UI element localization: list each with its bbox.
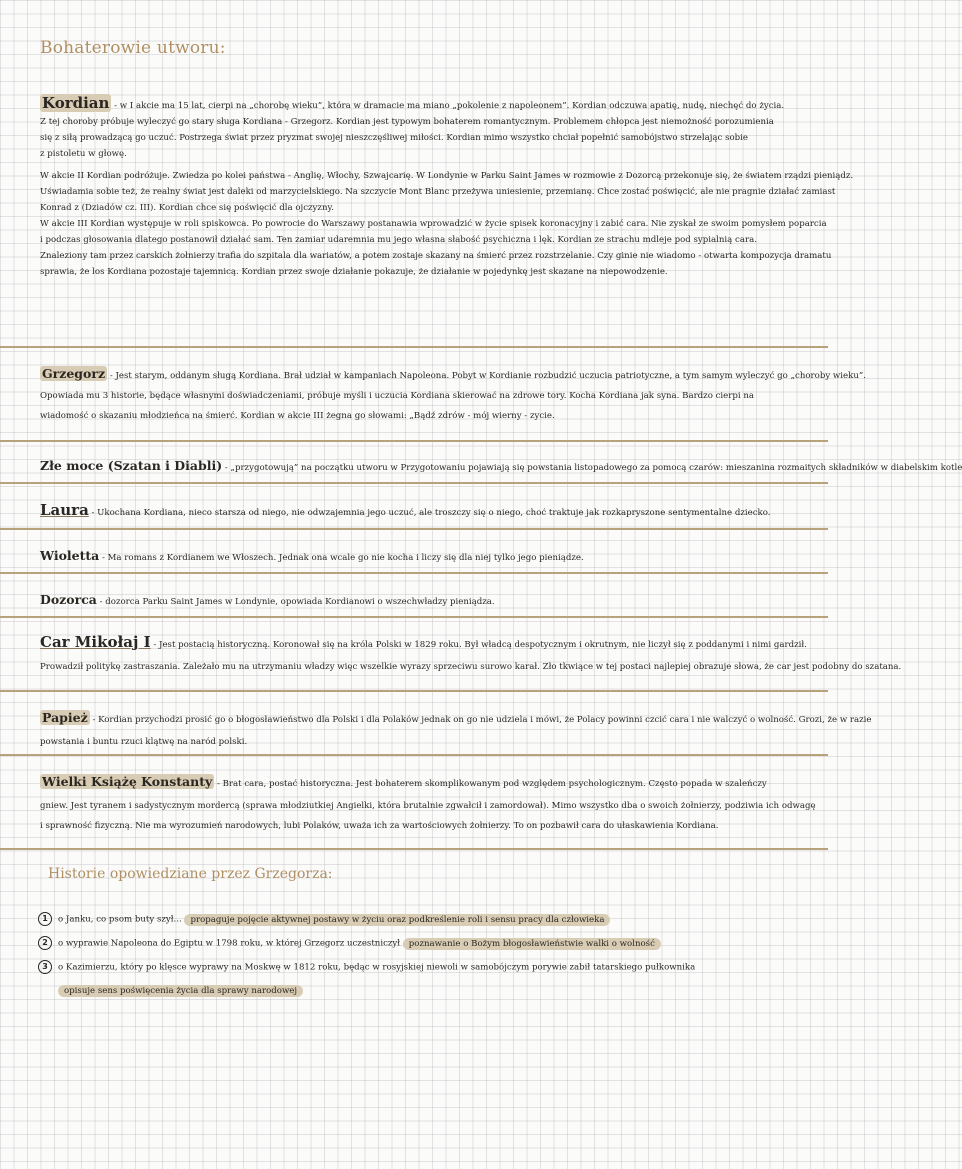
text-line: gniew. Jest tyranem i sadystycznym mordercą (sprawa młodziutkiej Angielki, która brutalnie zgwałcił i zamordował). Mimo wszystko dba o swoich żołnierzy, podziwia ich odwagę [40, 801, 816, 811]
story-highlight: poznawanie o Bożym błogosławieństwie walki o wolność [403, 938, 661, 950]
section-grzegorz [40, 366, 866, 424]
number-badge: 1 [38, 912, 52, 926]
character-name: Wioletta [40, 548, 100, 563]
divider [0, 690, 828, 692]
text-line: Prowadził politykę zastraszania. Zależało mu na utrzymaniu władzy więc wszelkie wyrazy sprzeciwu surowo karał. Zło tkwiące w tej postaci najlepiej obrazuje słowa, że car jest podobny do szatana. [40, 662, 902, 672]
text-line: Znaleziony tam przez carskich żołnierzy trafia do szpitala dla wariatów, a potem zostaje skazany na śmierć przez rozstrzelanie. Czy ginie nie wiadomo - otwarta kompozycja dramatu [40, 251, 832, 261]
divider [0, 528, 828, 530]
text-line: - Jest starym, oddanym sługą Kordiana. Brał udział w kampaniach Napoleona. Pobyt w Kordianie rozbudzić uczucia patriotyczne, a tym samym wyleczyć go „choroby wieku”. [109, 371, 866, 381]
text-line: Opowiada mu 3 historie, będące własnymi doświadczeniami, próbuje myśli i uczucia Kordiana skierować na zdrowe tory. Kocha Kordiana jak syna. Bardzo cierpi na [40, 391, 755, 401]
divider [0, 482, 828, 484]
text-line: - Jest postacią historyczną. Koronował się na króla Polski w 1829 roku. Był władcą despotycznym i okrutnym, nie liczył się z poddanymi i nimi gardził. [153, 640, 807, 650]
story-text: o Janku, co psom buty szył... [58, 914, 182, 925]
divider [0, 848, 828, 850]
section-ksiaze [40, 774, 816, 834]
character-name: Wielki Książę Konstanty [42, 774, 213, 789]
character-name: Dozorca [40, 592, 97, 607]
number-badge: 2 [38, 936, 52, 950]
divider [0, 572, 828, 574]
section-car [40, 633, 902, 675]
story-text: o wyprawie Napoleona do Egiptu w 1798 roku, w której Grzegorz uczestniczył [58, 938, 401, 949]
story-highlight: propaguje pojęcie aktywnej postawy w życiu oraz podkreślenie roli i sensu pracy dla człowieka [184, 914, 610, 926]
text-line: sprawia, że los Kordiana pozostaje tajemnicą. Kordian przez swoje działanie pokazuje, że działanie w pojedynkę jest skazane na niepowodzenie. [40, 267, 668, 277]
divider [0, 346, 828, 348]
section-papiez [40, 710, 872, 750]
text-line: W akcie II Kordian podróżuje. Zwiedza po kolei państwa - Anglię, Włochy, Szwajcarię. W Londynie w Parku Saint James w rozmowie z Dozorcą przekonuje się, że światem rządzi pieniądz. [40, 171, 854, 181]
text-line: - Ma romans z Kordianem we Włoszech. Jednak ona wcale go nie kocha i liczy się dla niej tylko jego pieniądze. [102, 553, 584, 563]
text-line: i podczas głosowania dlatego postanowił działać sam. Ten zamiar udaremnia mu jego własna słabość psychiczna i lęk. Kordian ze strachu mdleje pod sypialnią cara. [40, 235, 757, 245]
text-line: Z tej choroby próbuje wyleczyć go stary sługa Kordiana - Grzegorz. Kordian jest typowym bohaterem romantycznym. Problemem chłopca jest niemożność porozumienia [40, 117, 774, 127]
divider [0, 616, 828, 618]
section-dozorca [40, 592, 800, 610]
divider [0, 440, 828, 442]
character-name: Car Mikołaj I [40, 633, 151, 651]
text-line: - Brat cara, postać historyczna. Jest bohaterem skomplikowanym pod względem psychologicznym. Często popada w szaleńczy [216, 779, 767, 789]
character-name: Złe moce (Szatan i Diabli) [40, 458, 223, 473]
section-zle-moce [40, 458, 962, 476]
text-line: - Ukochana Kordiana, nieco starsza od niego, nie odwzajemnia jego uczuć, ale troszczy się o niego, choć traktuje jak rozkapryszone sentymentalne dziecko. [91, 508, 771, 518]
story-item [38, 936, 661, 951]
text-line: W akcie III Kordian występuje w roli spiskowca. Po powrocie do Warszawy postanawia wprowadzić w życie spisek koronacyjny i zabić cara. Nie zyskał ze swoim pomysłem poparcia [40, 219, 827, 229]
character-name: Laura [40, 501, 89, 519]
character-name: Papież [42, 710, 88, 725]
text-line: - w I akcie ma 15 lat, cierpi na „chorobę wieku”, która w dramacie ma miano „pokolenie z napoleonem”. Kordian odczuwa apatię, nudę, niechęć do życia. [114, 101, 785, 111]
text-line: z pistoletu w głowę. [40, 149, 127, 159]
character-name: Kordian [42, 94, 110, 112]
section-laura [40, 502, 800, 521]
stories-title: Historie opowiedziane przez Grzegorza: [48, 866, 333, 882]
text-line: Konrad z (Dziadów cz. III). Kordian chce się poświęcić dla ojczyzny. [40, 203, 334, 213]
text-line: - dozorca Parku Saint James w Londynie, opowiada Kordianowi o wszechwładzy pieniądza. [99, 597, 495, 607]
section-kordian [40, 94, 854, 280]
text-line: - Kordian przychodzi prosić go o błogosławieństwo dla Polski i dla Polaków jednak on go nie udziela i mówi, że Polacy powinni czcić cara i nie walczyć o wolność. Grozi, że w razie [92, 715, 872, 725]
text-line: się z siłą prowadzącą go uczuć. Postrzega świat przez pryzmat swojej nieszczęśliwej miłości. Kordian mimo wszystko chciał popełnić samobójstwo strzelając sobie [40, 133, 749, 143]
story-item-continuation [58, 984, 303, 998]
section-wioletta [40, 548, 800, 566]
story-item [38, 960, 695, 975]
text-line: Uświadamia sobie też, że realny świat jest daleki od marzycielskiego. Na szczycie Mont Blanc przeżywa uniesienie, przemianę. Chce zostać poświęcić, ale nie pragnie działać zamiast [40, 187, 836, 197]
page-title: Bohaterowie utworu: [40, 38, 226, 58]
text-line: powstania i buntu rzuci klątwę na naród polski. [40, 737, 248, 747]
number-badge: 3 [38, 960, 52, 974]
divider [0, 754, 828, 756]
story-item [38, 912, 610, 927]
story-highlight: opisuje sens poświęcenia życia dla sprawy narodowej [58, 985, 303, 997]
story-text: o Kazimierzu, który po klęsce wyprawy na Moskwę w 1812 roku, będąc w rosyjskiej niewoli w samobójczym porywie zabił tatarskiego pułkownika [58, 962, 696, 973]
text-line: i sprawność fizyczną. Nie ma wyrozumień narodowych, lubi Polaków, uważa ich za wartościowych żołnierzy. To on pozbawił cara do ułaskawienia Kordiana. [40, 821, 719, 831]
text-line: wiadomość o skazaniu młodzieńca na śmierć. Kordian w akcie III żegna go słowami: „Bądź zdrów - mój wierny - zycie. [40, 411, 555, 421]
text-line: - „przygotowują” na początku utworu w Przygotowaniu pojawiają się powstania listopadowego za pomocą czarów: mieszanina rozmaitych składników w diabelskim kotle [224, 463, 962, 473]
character-name: Grzegorz [42, 366, 106, 381]
